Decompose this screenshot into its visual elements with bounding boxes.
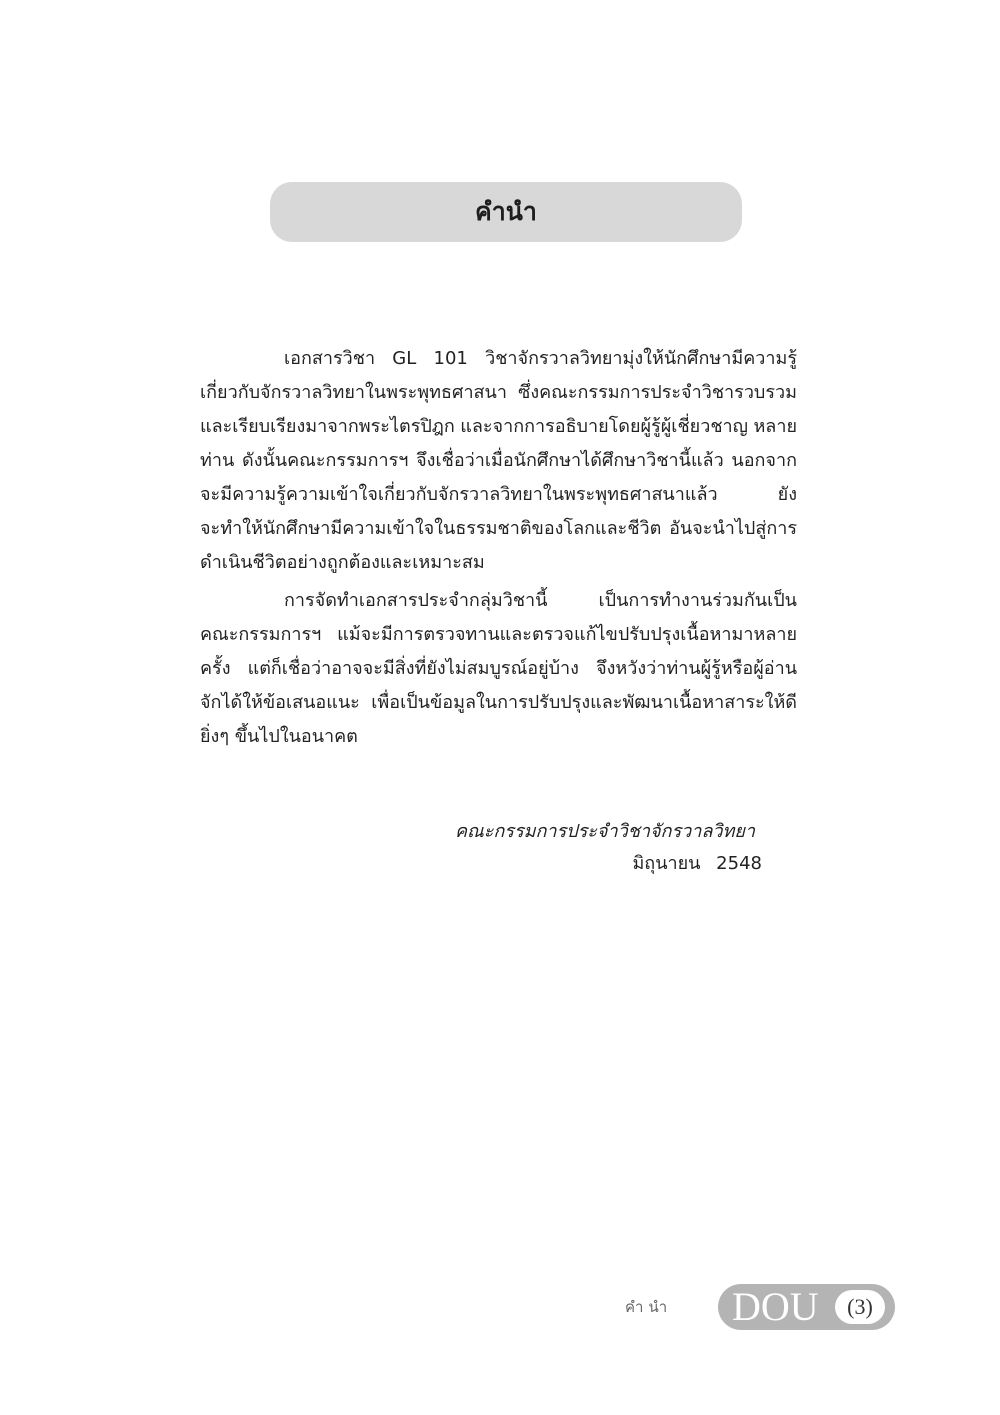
preface-body (200, 342, 797, 754)
paragraph-line (200, 512, 797, 546)
word-group: ท่าน (200, 450, 235, 471)
word-group: และเรียบเรียงมาจากพระไตรปิฎก (200, 416, 455, 437)
paragraph-line (200, 720, 797, 754)
footer-section-label: คำนำ (625, 1298, 673, 1316)
paragraph-line (200, 546, 797, 580)
word-group: จักได้ให้ข้อเสนอแนะ (200, 692, 360, 713)
word-group: แต่ก็เชื่อว่าอาจจะมีสิ่งที่ยังไม่สมบูรณ์อยู่บ้าง (247, 658, 579, 679)
word-group: คณะกรรมการฯ (200, 624, 322, 645)
word-group: เกี่ยวกับจักรวาลวิทยาในพระพุทธศาสนา (200, 382, 507, 403)
paragraph-line (200, 686, 797, 720)
paragraph-line (200, 652, 797, 686)
word-group: อันจะนำไปสู่การ (669, 518, 797, 539)
word-group: ยิ่งๆ ขึ้นไปในอนาคต (200, 726, 358, 747)
word-group: จึงเชื่อว่าเมื่อนักศึกษาได้ศึกษาวิชานี้แล้ว (416, 450, 724, 471)
paragraph-line (200, 444, 797, 478)
page-number: (3) (835, 1290, 885, 1324)
paragraph-line (200, 410, 797, 444)
word-group: จะทำให้นักศึกษามีความเข้าใจในธรรมชาติของโลกและชีวิต (200, 518, 662, 539)
word-group: และจากการอธิบายโดยผู้รู้ผู้เชี่ยวชาญ (460, 416, 748, 437)
signature-date: มิถุนายน 2548 (632, 853, 762, 874)
word-group: วิชาจักรวาลวิทยามุ่งให้นักศึกษามีความรู้ (485, 348, 797, 369)
word-group: เพื่อเป็นข้อมูลในการปรับปรุงและพัฒนาเนื้อหาสาระให้ดี (371, 692, 797, 713)
signature-organization: คณะกรรมการประจำวิชาจักรวาลวิทยา (454, 821, 755, 842)
word-group: หลาย (753, 416, 797, 437)
word-group: เป็นการทำงานร่วมกันเป็น (598, 590, 797, 611)
paragraph-line (200, 478, 797, 512)
word-group: ดำเนินชีวิตอย่างถูกต้องและเหมาะสม (200, 552, 485, 573)
word-group: GL (392, 348, 417, 369)
word-group: จะมีความรู้ความเข้าใจเกี่ยวกับจักรวาลวิทยาในพระพุทธศาสนาแล้ว (200, 484, 718, 505)
word-group: การจัดทำเอกสารประจำกลุ่มวิชานี้ (284, 590, 548, 611)
paragraph-line (200, 584, 797, 618)
paragraph-line (200, 376, 797, 410)
word-group: ครั้ง (200, 658, 231, 679)
word-group: จึงหวังว่าท่านผู้รู้หรือผู้อ่าน (596, 658, 797, 679)
word-group: 101 (433, 348, 468, 369)
paragraph-line (200, 342, 797, 376)
word-group: แม้จะมีการตรวจทานและตรวจแก้ไขปรับปรุงเนื้อหามาหลาย (337, 624, 797, 645)
dou-logo-text: DOU (732, 1284, 819, 1329)
word-group: เอกสารวิชา (284, 348, 376, 369)
page-title: คำนำ (475, 197, 537, 226)
footer-badge (718, 1284, 895, 1330)
title-banner (270, 182, 742, 242)
word-group: ซึ่งคณะกรรมการประจำวิชารวบรวม (518, 382, 797, 403)
word-group: ดังนั้นคณะกรรมการฯ (242, 450, 409, 471)
paragraph-line (200, 618, 797, 652)
word-group: ยัง (777, 484, 797, 505)
word-group: นอกจาก (731, 450, 797, 471)
